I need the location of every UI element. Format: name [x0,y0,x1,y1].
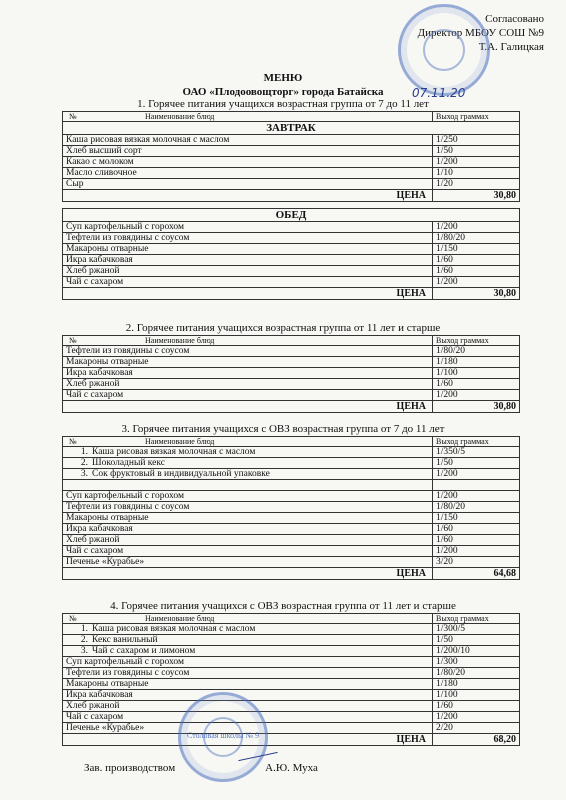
table-row [63,701,520,712]
price-label: ЦЕНА [63,568,433,580]
table-row [63,179,520,190]
price-label: ЦЕНА [63,288,433,300]
dish-number: 1. [80,624,88,634]
approval-line-1: Согласовано [485,13,544,25]
footer-role: Зав. производством [84,762,176,774]
section-2-title: 2. Горячее питания учащихся возрастная группа от 11 лет и старше [125,322,441,334]
dish-output: 1/200 [433,712,520,723]
table-row [63,491,520,502]
section-4-title: 4. Горячее питания учащихся с ОВЗ возрастная группа от 11 лет и старше [110,600,456,612]
table-row [63,447,520,458]
dish-output: 1/200 [433,469,520,480]
meal-heading-row [63,122,520,135]
dish-number: 3. [80,646,88,656]
dish-name: Чай с сахаром [63,712,433,723]
dish-name: Икра кабачковая [63,255,433,266]
dish-number: 2. [80,635,88,645]
dish-name: Икра кабачковая [63,524,433,535]
approval-line-3: Т.А. Галицкая [478,41,544,53]
table-gap [63,202,520,209]
table-row [63,266,520,277]
dish-name: Печенье «Курабье» [63,557,433,568]
company-title: ОАО «Плодоовощторг» города Батайска [182,86,384,98]
price-row [63,190,520,202]
header-out: Выход граммах [433,437,520,447]
table-row [63,146,520,157]
dish-output: 1/200 [433,491,520,502]
dish-output: 1/60 [433,701,520,712]
dish-name: Хлеб ржаной [63,535,433,546]
dish-name: Чай с сахаром [63,277,433,288]
price-value: 64,68 [433,568,520,580]
numbered-dish-cell [63,635,433,646]
header-name-cell [63,614,433,624]
table-row [63,379,520,390]
dish-output: 1/300 [433,657,520,668]
dish-number: 3. [80,469,88,479]
dish-name: Хлеб ржаной [63,379,433,390]
dish-name: Макароны отварные [63,357,433,368]
header-out: Выход граммах [433,112,520,122]
dish-name: Масло сливочное [63,168,433,179]
header-name: Наименование блюд [145,614,215,623]
dish-name: Тефтели из говядины с соусом [63,502,433,513]
price-value: 68,20 [433,734,520,746]
dish-name: Макароны отварные [63,679,433,690]
table-row [63,635,520,646]
table-row [63,168,520,179]
section-4-table [62,613,520,746]
numbered-dish-cell [63,469,433,480]
table-row [63,244,520,255]
table-row [63,546,520,557]
header-name-cell [63,336,433,346]
dish-output: 1/200 [433,546,520,557]
dish-name: Хлеб ржаной [63,701,433,712]
table-row [63,502,520,513]
dish-output: 1/180 [433,679,520,690]
dish-name: Суп картофельный с горохом [63,491,433,502]
header-out: Выход граммах [433,336,520,346]
dish-output: 1/80/20 [433,346,520,357]
dish-name: Чай с сахаром и лимоном [92,646,196,656]
dish-output: 3/20 [433,557,520,568]
numbered-dish-cell [63,458,433,469]
table-row [63,690,520,701]
header-num: № [69,336,77,345]
dish-name: Шоколадный кекс [92,458,165,468]
table-header [63,112,520,122]
section-3-table [62,436,520,580]
dish-output: 1/180 [433,357,520,368]
dish-output: 1/300/5 [433,624,520,635]
dish-output: 1/200 [433,222,520,233]
table-row [63,469,520,480]
dish-output: 1/50 [433,635,520,646]
dish-output: 1/10 [433,168,520,179]
dish-output: 1/60 [433,379,520,390]
header-num: № [69,437,77,446]
dish-name: Сыр [63,179,433,190]
table-row [63,712,520,723]
price-row [63,568,520,580]
dish-name: Кекс ванильный [92,635,158,645]
table-row [63,646,520,657]
section-1-title: 1. Горячее питания учащихся возрастная группа от 7 до 11 лет [137,98,429,110]
dish-output: 1/200 [433,157,520,168]
price-value: 30,80 [433,288,520,300]
section-3-title: 3. Горячее питания учащихся с ОВЗ возрастная группа от 7 до 11 лет [121,423,445,435]
meal-heading-row [63,209,520,222]
table-row [63,624,520,635]
table-row [63,480,520,491]
footer-name: А.Ю. Муха [265,762,318,774]
table-header [63,437,520,447]
header-name: Наименование блюд [145,112,215,121]
table-header [63,614,520,624]
table-row [63,679,520,690]
header-name: Наименование блюд [145,336,215,345]
dish-name: Каша рисовая вязкая молочная с маслом [92,447,256,457]
stamp-text: Столовая школы № 9 [187,731,259,740]
table-row [63,657,520,668]
table-row [63,524,520,535]
table-row [63,668,520,679]
dish-output: 1/60 [433,535,520,546]
dish-output: 1/100 [433,368,520,379]
dish-output: 1/100 [433,690,520,701]
price-label: ЦЕНА [63,190,433,202]
dish-name: Каша рисовая вязкая молочная с маслом [92,624,256,634]
dish-output: 1/50 [433,458,520,469]
header-name-cell [63,112,433,122]
price-label: ЦЕНА [63,401,433,413]
table-row [63,222,520,233]
table-row [63,535,520,546]
header-num: № [69,112,77,121]
dish-name: Икра кабачковая [63,368,433,379]
section-2-table [62,335,520,413]
table-row [63,135,520,146]
dish-output: 1/350/5 [433,447,520,458]
dish-name: Какао с молоком [63,157,433,168]
section-1-table [62,111,520,300]
table-row [63,233,520,244]
dish-name: Икра кабачковая [63,690,433,701]
meal-heading: ЗАВТРАК [63,122,520,135]
dish-name: Каша рисовая вязкая молочная с маслом [63,135,433,146]
dish-output: 1/250 [433,135,520,146]
dish-output: 1/80/20 [433,233,520,244]
dish-name: Чай с сахаром [63,390,433,401]
numbered-dish-cell [63,447,433,458]
price-value: 30,80 [433,190,520,202]
table-row [63,346,520,357]
table-row [63,277,520,288]
dish-output: 1/60 [433,255,520,266]
dish-name: Тефтели из говядины с соусом [63,233,433,244]
dish-output: 1/200/10 [433,646,520,657]
price-row [63,288,520,300]
dish-name: Макароны отварные [63,513,433,524]
table-row [63,513,520,524]
dish-output: 1/150 [433,244,520,255]
meal-heading: ОБЕД [63,209,520,222]
dish-number: 1. [80,447,88,457]
dish-output: 1/200 [433,390,520,401]
dish-output: 1/200 [433,277,520,288]
dish-name: Печенье «Курабье» [63,723,433,734]
menu-title: МЕНЮ [263,72,303,84]
approval-line-2: Директор МБОУ СОШ №9 [417,27,544,39]
signature-date: 07.11.20 [412,86,466,100]
dish-name: Чай с сахаром [63,546,433,557]
dish-output: 1/80/20 [433,668,520,679]
header-num: № [69,614,77,623]
footer [84,762,318,774]
table-row [63,557,520,568]
dish-number: 2. [80,458,88,468]
dish-output: 1/50 [433,146,520,157]
table-row [63,458,520,469]
table-row [63,390,520,401]
price-value: 30,80 [433,401,520,413]
dish-output: 1/150 [433,513,520,524]
table-row [63,357,520,368]
table-row [63,255,520,266]
dish-name: Хлеб ржаной [63,266,433,277]
price-row [63,401,520,413]
dish-name: Хлеб высший сорт [63,146,433,157]
table-row [63,157,520,168]
numbered-dish-cell [63,624,433,635]
table-row [63,368,520,379]
dish-name: Сок фруктовый в индивидуальной упаковке [92,469,270,479]
header-out: Выход граммах [433,614,520,624]
header-name-cell [63,437,433,447]
price-row [63,734,520,746]
dish-output: 1/60 [433,524,520,535]
table-header [63,336,520,346]
dish-output: 1/20 [433,179,520,190]
dish-name: Суп картофельный с горохом [63,657,433,668]
dish-output: 2/20 [433,723,520,734]
dish-output: 1/80/20 [433,502,520,513]
dish-output: 1/60 [433,266,520,277]
dish-name: Тефтели из говядины с соусом [63,346,433,357]
dish-name: Суп картофельный с горохом [63,222,433,233]
dish-name: Тефтели из говядины с соусом [63,668,433,679]
table-row [63,723,520,734]
numbered-dish-cell [63,646,433,657]
price-label: ЦЕНА [63,734,433,746]
header-name: Наименование блюд [145,437,215,446]
dish-name: Макароны отварные [63,244,433,255]
